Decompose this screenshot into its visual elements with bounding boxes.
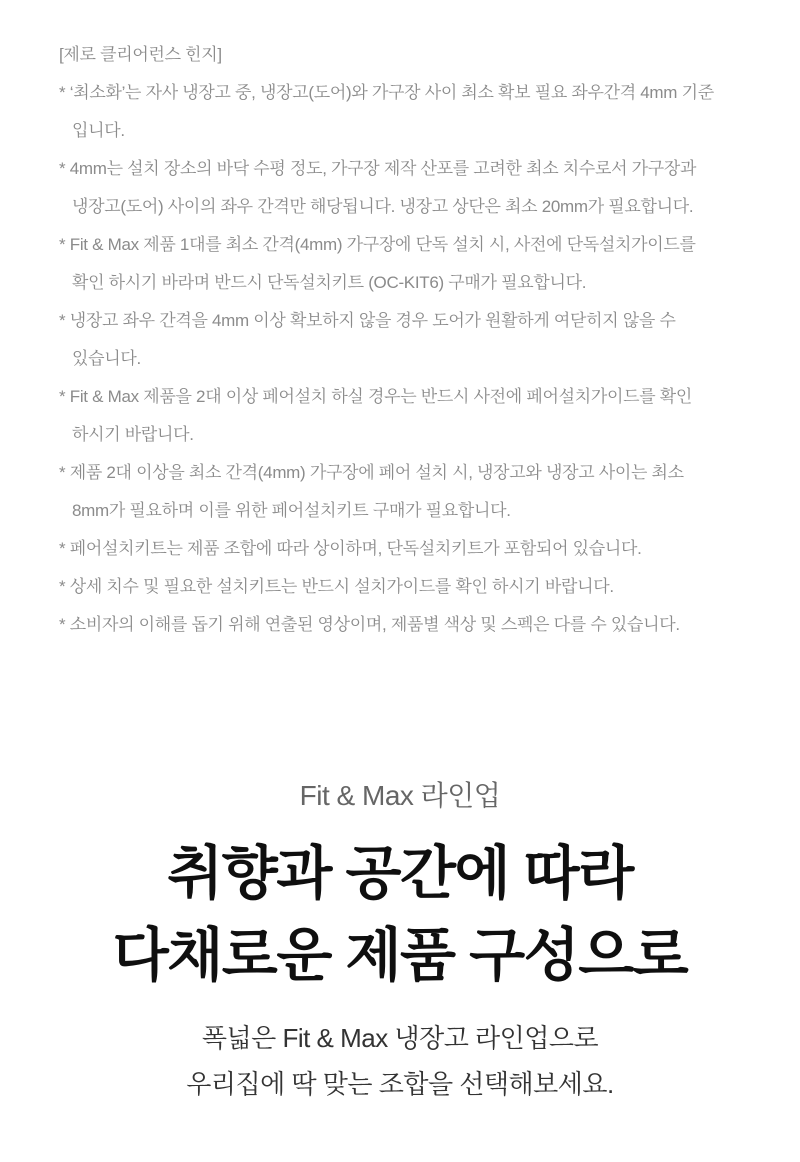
disclaimer-title: [제로 클리어런스 힌지]: [59, 45, 222, 64]
disclaimer-section: [59, 36, 764, 644]
disclaimer-note-line: * 상세 치수 및 필요한 설치키트는 반드시 설치가이드를 확인 하시기 바랍니다.: [59, 577, 614, 596]
lineup-hero-section: [0, 779, 800, 1107]
lineup-eyebrow: Fit & Max 라인업: [299, 780, 501, 811]
disclaimer-note-line: * 냉장고 좌우 간격을 4mm 이상 확보하지 않을 경우 도어가 원활하게 여닫히지 않을 수: [59, 311, 676, 330]
disclaimer-note: [59, 530, 764, 568]
disclaimer-note: [59, 378, 764, 454]
lineup-subtext: [0, 1015, 800, 1107]
disclaimer-note-line: * 페어설치키트는 제품 조합에 따라 상이하며, 단독설치키트가 포함되어 있습니다.: [59, 539, 642, 558]
disclaimer-note: [59, 226, 764, 302]
disclaimer-note-line: * 4mm는 설치 장소의 바닥 수평 정도, 가구장 제작 산포를 고려한 최소 치수로서 가구장과: [59, 159, 697, 178]
disclaimer-note: [59, 302, 764, 378]
disclaimer-note-line: 냉장고(도어) 사이의 좌우 간격만 해당됩니다. 냉장고 상단은 최소 20mm가 필요합니다.: [72, 197, 694, 216]
disclaimer-note-line: 있습니다.: [72, 349, 141, 368]
disclaimer-note-line: * Fit & Max 제품을 2대 이상 페어설치 하실 경우는 반드시 사전에 페어설치가이드를 확인: [59, 387, 692, 406]
disclaimer-note-line: 8mm가 필요하며 이를 위한 페어설치키트 구매가 필요합니다.: [72, 501, 511, 520]
disclaimer-note-line: 확인 하시기 바라며 반드시 단독설치키트 (OC-KIT6) 구매가 필요합니다.: [72, 273, 587, 292]
lineup-subtext-line2: 우리집에 딱 맞는 조합을 선택해보세요.: [186, 1069, 614, 1099]
lineup-headline-line2: 다채로운 제품 구성으로: [112, 923, 688, 988]
disclaimer-note-line: * 제품 2대 이상을 최소 간격(4mm) 가구장에 페어 설치 시, 냉장고와 냉장고 사이는 최소: [59, 463, 684, 482]
disclaimer-note-line: 하시기 바랍니다.: [72, 425, 194, 444]
disclaimer-note: [59, 454, 764, 530]
lineup-headline-line1: 취향과 공간에 따라: [167, 841, 633, 906]
disclaimer-note: [59, 568, 764, 606]
disclaimer-note-line: * 소비자의 이해를 돕기 위해 연출된 영상이며, 제품별 색상 및 스펙은 다를 수 있습니다.: [59, 615, 680, 634]
disclaimer-note-line: * Fit & Max 제품 1대를 최소 간격(4mm) 가구장에 단독 설치 시, 사전에 단독설치가이드를: [59, 235, 696, 254]
lineup-subtext-line1: 폭넓은 Fit & Max 냉장고 라인업으로: [201, 1023, 599, 1053]
lineup-headline: [0, 833, 800, 997]
disclaimer-notes: [59, 74, 764, 644]
disclaimer-note: [59, 150, 764, 226]
disclaimer-note-line: * ‘최소화’는 자사 냉장고 중, 냉장고(도어)와 가구장 사이 최소 확보 필요 좌우간격 4mm 기준: [59, 83, 714, 102]
disclaimer-note: [59, 606, 764, 644]
disclaimer-note-line: 입니다.: [72, 121, 125, 140]
disclaimer-note: [59, 74, 764, 150]
